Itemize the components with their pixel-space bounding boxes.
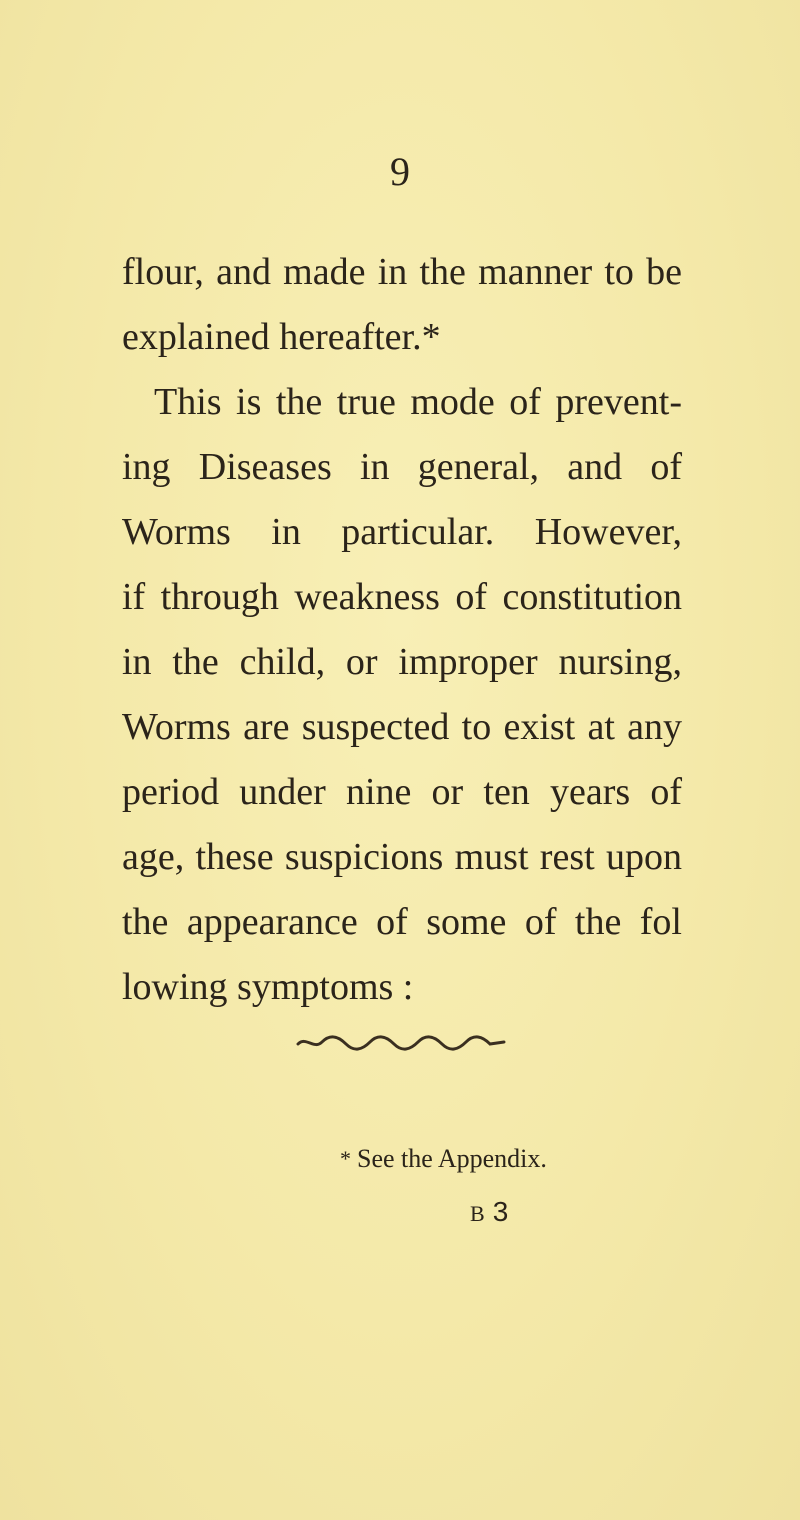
text-line: This is the true mode of prevent-	[154, 381, 682, 423]
signature-letter: B	[470, 1201, 493, 1226]
text-line: flour, and made in the manner to be	[122, 251, 682, 293]
text-line: ing Diseases in general, and of	[122, 446, 682, 488]
text-line: period under nine or ten years of	[122, 771, 682, 813]
text-line: explained hereafter.*	[122, 316, 441, 358]
footnote	[340, 1143, 547, 1175]
text-line: Worms in particular. However,	[122, 511, 682, 553]
body-text	[122, 240, 682, 1020]
text-line: lowing symptoms :	[122, 966, 414, 1008]
text-line: in the child, or improper nursing,	[122, 641, 682, 683]
text-line: the appearance of some of the fol	[122, 901, 682, 943]
text-line: Worms are suspected to exist at any	[122, 706, 682, 748]
signature-mark	[470, 1195, 518, 1231]
decorative-rule	[296, 1030, 506, 1054]
signature-number: 3	[492, 1196, 519, 1227]
footnote-mark: *	[340, 1146, 351, 1171]
footnote-text: See the Appendix.	[357, 1144, 547, 1173]
page-number: 9	[390, 149, 410, 194]
text-line: age, these suspicions must rest upon	[122, 836, 682, 878]
text-line: if through weakness of constitution	[122, 576, 682, 618]
